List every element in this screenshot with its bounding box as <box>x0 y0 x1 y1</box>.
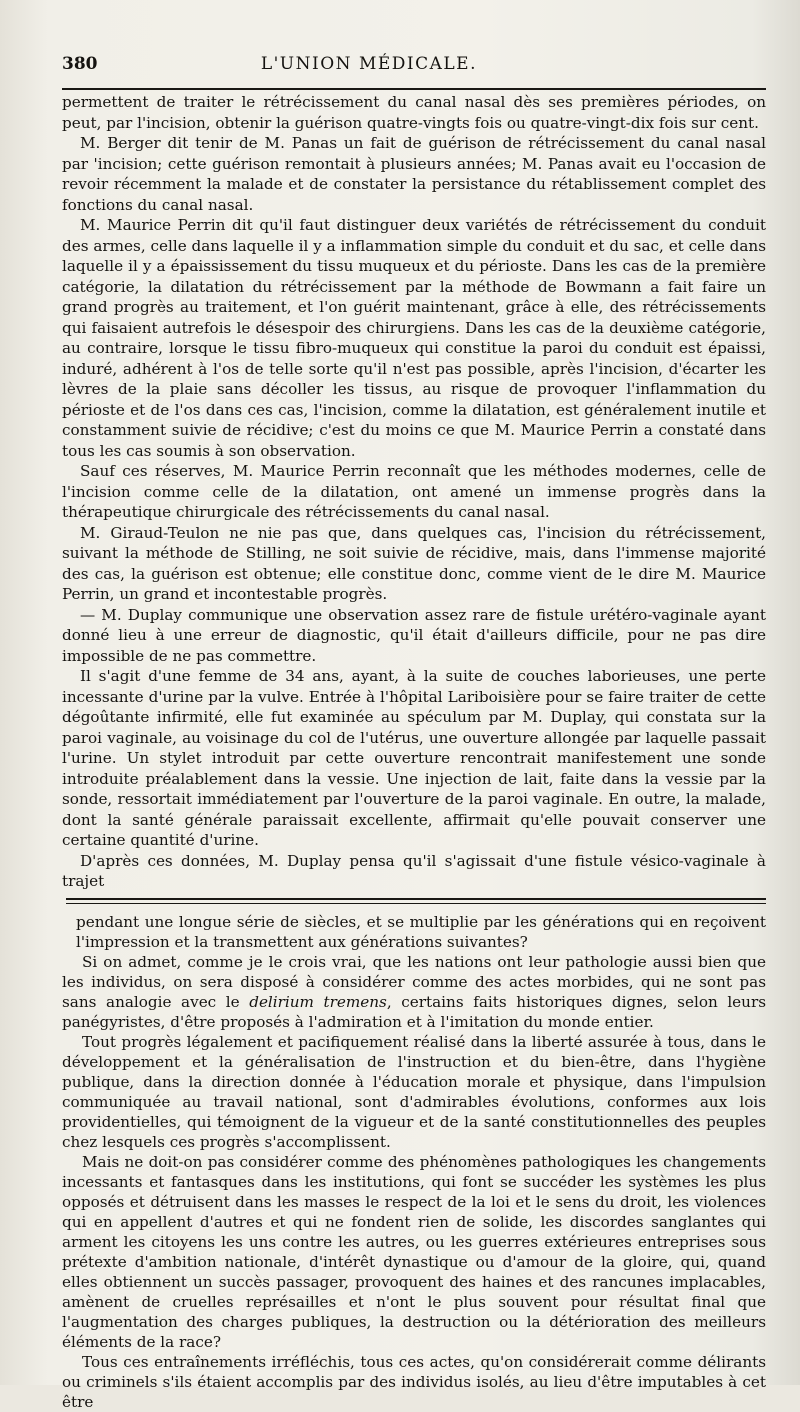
feuilleton-text: , certains faits historiques dignes, selon leurs panégyristes, d'être proposés à l'admiration et à l'imitation du monde entier. <box>62 992 767 1031</box>
article-paragraph: — M. Duplay communique une observation assez rare de fistule urétéro-vaginale ayant donné lieu à une erreur de diagnostic, qu'il était d'ailleurs difficile, pour ne pas dire impossible de ne pas commettre. <box>62 605 766 665</box>
article-paragraph: M. Giraud-Teulon ne nie pas que, dans quelques cas, l'incision du rétrécissement, suivant la méthode de Stilling, ne soit suivie de récidive, mais, dans l'immense majorité des cas, la guérison est obtenue; elle constitue donc, comme vient de le dire M. Maurice Perrin, un grand et incontestable progrès. <box>62 523 766 603</box>
article-paragraph: M. Maurice Perrin dit qu'il faut distinguer deux variétés de rétrécissement du conduit des armes, celle dans laquelle il y a inflammation simple du conduit et du sac, et celle dans laquelle il y a épaississement du tissu muqueux et du périoste. Dans les cas de la première catégorie, la dilatation du rétrécissement par la méthode de Bowmann a fait faire un grand progrès au traitement, et l'on guérit maintenant, grâce à elle, des rétrécissements qui faisaient autrefois le désespoir des chirurgiens. Dans les cas de la deuxième catégorie, au contraire, lorsque le tissu fibro-muqueux qui constitue la paroi du conduit est épaissi, induré, adhérent à l'os de telle sorte qu'il n'est pas possible, après l'incision, d'écarter les lèvres de la plaie sans décoller les tissus, au risque de provoquer l'inflammation du périoste et de l'os dans ces cas, l'incision, comme la dilatation, est généralement inutile et constamment suivie de récidive; c'est du moins ce que M. Maurice Perrin a constaté dans tous les cas soumis à son observation. <box>62 216 766 460</box>
latin-term: delirium tremens <box>249 992 387 1011</box>
feuilleton-body <box>62 912 766 1412</box>
feuilleton-paragraph: Tout progrès légalement et pacifiquement réalisé dans la liberté assurée à tous, dans le développement et la généralisation de l'instruction et du bien-être, dans l'hygiène publique, dans la direction donnée à l'éducation morale et physique, dans l'impulsion communiquée au travail national, sont d'admirables évolutions, conformes aux lois providentielles, qui témoignent de la vigueur et de la santé constitutionnelles des peuples chez lesquels ces progrès s'accomplissent. <box>62 1032 766 1151</box>
feuilleton-separator <box>66 898 766 904</box>
article-paragraph: Sauf ces réserves, M. Maurice Perrin reconnaît que les méthodes modernes, celle de l'incision comme celle de la dilatation, ont amené un immense progrès dans la thérapeutique chirurgicale des rétrécissements du canal nasal. <box>62 462 766 521</box>
feuilleton-text: Si on admet, comme je le crois vrai, que les nations ont leur pathologie aussi bien que les individus, on sera disposé à considérer comme des actes morbides, qui ne sont pas sans analogie avec le <box>62 952 766 1011</box>
page-number: 380 <box>62 54 98 74</box>
header-rule <box>62 88 766 90</box>
journal-title: L'UNION MÉDICALE. <box>260 54 477 74</box>
feuilleton-paragraph: Tous ces entraînements irréfléchis, tous ces actes, qu'on considérerait comme délirants ou criminels s'ils étaient accomplis par des individus isolés, au lieu d'être imputables à cet être <box>62 1352 766 1411</box>
article-paragraph: permettent de traiter le rétrécissement du canal nasal dès ses premières périodes, on peut, par l'incision, obtenir la guérison quatre-vingts fois ou quatre-vingt-dix fois sur cent. <box>62 93 766 132</box>
article-body <box>62 92 766 892</box>
article-paragraph: D'après ces données, M. Duplay pensa qu'il s'agissait d'une fistule vésico-vaginale à trajet <box>62 851 766 890</box>
feuilleton-paragraph: pendant une longue série de siècles, et se multiplie par les générations qui en reçoivent l'impression et la transmettent aux générations suivantes? <box>76 912 766 951</box>
feuilleton-paragraph: Mais ne doit-on pas considérer comme des phénomènes pathologiques les changements incessants et fantasques dans les institutions, qui font se succéder les systèmes les plus opposés et détruisent dans les masses le respect de la loi et le sens du droit, les violences qui en appellent d'autres et qui ne fondent rien de solide, les discordes sanglantes qui arment les citoyens les uns contre les autres, ou les guerres extérieures entreprises sous prétexte d'ambition nationale, d'intérêt dynastique ou d'amour de la gloire, qui, quand elles obtiennent un succès passager, provoquent des haines et des rancunes implacables, amènent de cruelles représailles et n'ont le plus souvent pour résultat final que l'augmentation des charges publiques, la destruction ou la détérioration des meilleurs éléments de la race? <box>62 1152 766 1351</box>
page-header <box>62 54 717 74</box>
article-paragraph: M. Berger dit tenir de M. Panas un fait de guérison de rétrécissement du canal nasal par 'incision; cette guérison remontait à plusieurs années; M. Panas avait eu l'occasion de revoir récemment la malade et de constater la persistance du rétablissement complet des fonctions du canal nasal. <box>62 134 766 214</box>
feuilleton-paragraph <box>62 952 766 1032</box>
article-paragraph: Il s'agit d'une femme de 34 ans, ayant, à la suite de couches laborieuses, une perte incessante d'urine par la vulve. Entrée à l'hôpital Lariboisière pour se faire traiter de cette dégoûtante infirmité, elle fut examinée au spéculum par M. Duplay, qui constata sur la paroi vaginale, au voisinage du col de l'utérus, une ouverture allongée par laquelle passait l'urine. Un stylet introduit par cette ouverture rencontrait manifestement une sonde introduite préalablement dans la vessie. Une injection de lait, faite dans la vessie par la sonde, ressortait immédiatement par l'ouverture de la paroi vaginale. En outre, la malade, dont la santé générale paraissait excellente, affirmait qu'elle pouvait conserver une certaine quantité d'urine. <box>62 667 766 849</box>
